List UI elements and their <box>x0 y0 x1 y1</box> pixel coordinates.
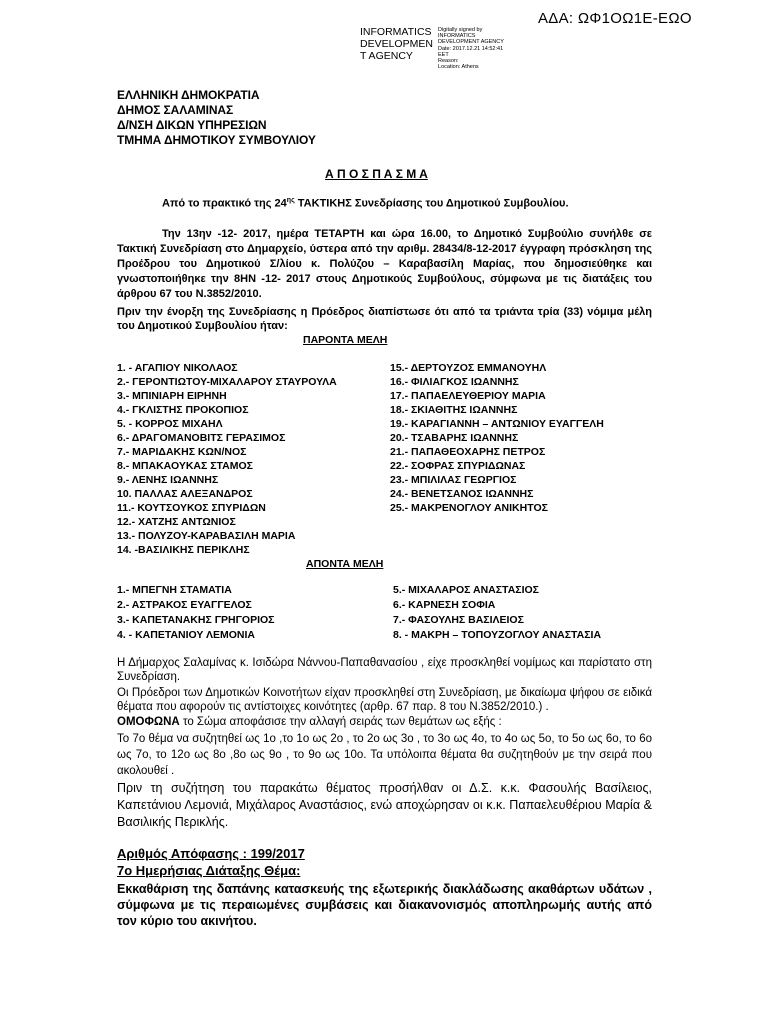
digital-signature <box>360 26 540 70</box>
header-department: ΤΜΗΜΑ ΔΗΜΟΤΙΚΟΥ ΣΥΜΒΟΥΛΙΟΥ <box>117 133 316 147</box>
signature-detail: Location: Athens <box>438 64 479 71</box>
meeting-paragraph: Την 13ην -12- 2017, ημέρα ΤΕΤΑΡΤΗ και ώρα 16.00, το Δημοτικό Συμβούλιο συνήλθε σε Τακτική Συνεδρίαση στο Δημαρχείο, ύστερα από την αριθμ. 28434/8-12-2017 έγγραφη πρόσκληση της Προέδρου του Δημοτικού Σ/λίου κ. Πολύζου – Καραβασίλη Μαρίας, που δημοσιεύθηκε και γνωστοποιήθηκε την 8ΗΝ -12- 2017 στους Δημοτικούς Συμβούλους, σύμφωνα με τις διατάξεις του άρθρου 67 του Ν.3852/2010. <box>117 228 652 300</box>
order-change-text: το Σώμα αποφάσισε την αλλαγή σειράς των θεμάτων ως εξής : <box>179 716 502 728</box>
ada-code: ΑΔΑ: ΩΦ1ΟΩ1Ε-ΕΩΟ <box>538 10 692 27</box>
list-item: 1.- ΜΠΕΓΝΗ ΣΤΑΜΑΤΙΑ <box>117 584 232 596</box>
list-item: 7.- ΜΑΡΙΔΑΚΗΣ ΚΩΝ/ΝΟΣ <box>117 446 247 458</box>
list-item: 3.- ΚΑΠΕΤΑΝΑΚΗΣ ΓΡΗΓΟΡΙΟΣ <box>117 614 275 626</box>
signature-detail: Digitally signed by <box>438 27 483 33</box>
list-item: 10. ΠΑΛΛΑΣ ΑΛΕΞΑΝΔΡΟΣ <box>117 488 253 500</box>
list-item: 17.- ΠΑΠΑΕΛΕΥΘΕΡΙΟΥ ΜΑΡΙΑ <box>390 390 546 402</box>
signature-org-line1: INFORMATICS <box>360 26 432 38</box>
list-item: 20.- ΤΣΑΒΑΡΗΣ ΙΩΑΝΝΗΣ <box>390 432 519 444</box>
intro-pre: Από το πρακτικό της 24 <box>162 197 287 210</box>
list-item: 25.- ΜΑΚΡΕΝΟΓΛΟΥ ΑΝΙΚΗΤΟΣ <box>390 502 548 514</box>
unanimous-label: ΟΜΟΦΩΝΑ <box>117 716 180 728</box>
list-item: 8.- ΜΠΑΚΑΟΥΚΑΣ ΣΤΑΜΟΣ <box>117 460 253 472</box>
mayor-paragraph: Η Δήμαρχος Σαλαμίνας κ. Ισιδώρα Νάννου-Παπαθανασίου , είχε προσκληθεί νομίμως και παρίστατο στη Συνεδρίαση. <box>117 657 652 683</box>
list-item: 11.- ΚΟΥΤΣΟΥΚΟΣ ΣΠΥΡΙΔΩΝ <box>117 502 266 514</box>
list-item: 6.- ΔΡΑΓΟΜΑΝΟΒΙΤΣ ΓΕΡΑΣΙΜΟΣ <box>117 432 286 444</box>
list-item: 1. - ΑΓΑΠΙΟΥ ΝΙΚΟΛΑΟΣ <box>117 362 238 374</box>
list-item: 16.- ΦΙΛΙΑΓΚΟΣ ΙΩΑΝΝΗΣ <box>390 376 519 388</box>
community-presidents-paragraph: Οι Πρόεδροι των Δημοτικών Κοινοτήτων είχαν προσκληθεί στη Συνεδρίαση, με δικαίωμα ψήφου σε ειδικά θέματα που αφορούν τις αντίστοιχες κοινότητες (αρθρ. 67 παρ. 8 του Ν.3852/2010.) . <box>117 687 652 713</box>
list-item: 4.- ΓΚΛΙΣΤΗΣ ΠΡΟΚΟΠΙΟΣ <box>117 404 249 416</box>
absent-left-list <box>117 584 274 644</box>
list-item: 23.- ΜΠΙΛΙΛΑΣ ΓΕΩΡΓΙΟΣ <box>390 474 517 486</box>
quorum-paragraph: Πριν την ένορξη της Συνεδρίασης η Πρόεδρος διαπίστωσε ότι από τα τριάντα τρία (33) νόμιμα μέλη του Δημοτικού Συμβουλίου ήταν: <box>117 306 652 332</box>
present-right-list <box>390 362 604 516</box>
attendance-change-paragraph: Πριν τη συζήτηση του παρακάτω θέματος προσήλθαν οι Δ.Σ. κ.κ. Φασουλής Βασίλειος, Καπετάνιου Λεμονιά, Μιχάλαρος Αναστάσιος, ενώ αποχώρησαν οι κ.κ. Παπαελευθέριου Μαρία & Βασιλικής Περικλής. <box>117 781 652 829</box>
signature-detail: Date: 2017.12.21 14:52:41 <box>438 45 504 52</box>
intro-post: ΤΑΚΤΙΚΗΣ Συνεδρίασης του Δημοτικού Συμβουλίου. <box>294 197 569 210</box>
page-title: Α Π Ο Σ Π Α Σ Μ Α <box>325 167 428 181</box>
list-item: 22.- ΣΟΦΡΑΣ ΣΠΥΡΙΔΩΝΑΣ <box>390 460 526 472</box>
header-municipality: ΔΗΜΟΣ ΣΑΛΑΜΙΝΑΣ <box>117 103 234 117</box>
signature-detail: EET <box>438 51 449 58</box>
header-country: ΕΛΛΗΝΙΚΗ ΔΗΜΟΚΡΑΤΙΑ <box>117 88 260 102</box>
order-details-paragraph: Το 7ο θέμα να συζητηθεί ως 1ο ,το 1ο ως 2ο , το 2ο ως 3ο , το 3ο ως 4ο, το 4ο ως 5ο, το 5ο ως 6ο, το 6ο ως 7ο, το 12ο ως 8ο ,8ο ως 9ο , το 9ο ως 10ο. Τα υπόλοιπα θέματα θα συζητηθούν με την σειρά που ακολουθεί . <box>117 733 652 777</box>
present-left-list <box>117 362 337 558</box>
list-item: 7.- ΦΑΣΟΥΛΗΣ ΒΑΣΙΛΕΙΟΣ <box>393 614 524 626</box>
list-item: 3.- ΜΠΙΝΙΑΡΗ ΕΙΡΗΝΗ <box>117 390 227 402</box>
absent-heading: ΑΠΟΝΤΑ ΜΕΛΗ <box>306 558 384 570</box>
signature-detail: INFORMATICS <box>438 33 476 40</box>
list-item: 2.- ΑΣΤΡΑΚΟΣ ΕΥΑΓΓΕΛΟΣ <box>117 599 252 611</box>
decision-subject: Εκκαθάριση της δαπάνης κατασκευής της εξωτερικής διακλάδωσης ακαθάρτων υδάτων , σύμφωνα με τις περαιωμένες συμβάσεις και διακανονισμός αποπληρωμής αυτής από τον κύριο του ακινήτου. <box>117 882 652 928</box>
absent-right-list <box>393 584 601 644</box>
list-item: 5.- ΜΙΧΑΛΑΡΟΣ ΑΝΑΣΤΑΣΙΟΣ <box>393 584 539 596</box>
list-item: 19.- ΚΑΡΑΓΙΑΝΝΗ – ΑΝΤΩΝΙΟΥ ΕΥΑΓΓΕΛΗ <box>390 418 604 430</box>
list-item: 15.- ΔΕΡΤΟΥΖΟΣ ΕΜΜΑΝΟΥΗΛ <box>390 362 547 374</box>
list-item: 8. - ΜΑΚΡΗ – ΤΟΠΟΥΖΟΓΛΟΥ ΑΝΑΣΤΑΣΙΑ <box>393 629 602 641</box>
list-item: 6.- ΚΑΡΝΕΣΗ ΣΟΦΙΑ <box>393 599 496 611</box>
signature-details <box>438 27 504 70</box>
list-item: 21.- ΠΑΠΑΘΕΟΧΑΡΗΣ ΠΕΤΡΟΣ <box>390 446 546 458</box>
decision-number: Αριθμός Απόφασης : 199/2017 <box>117 846 305 861</box>
list-item: 5. - ΚΟΡΡΟΣ ΜΙΧΑΗΛ <box>117 418 223 430</box>
list-item: 14. -ΒΑΣΙΛΙΚΗΣ ΠΕΡΙΚΛΗΣ <box>117 544 250 556</box>
order-change-line <box>117 716 502 728</box>
signature-detail: DEVELOPMENT AGENCY <box>438 39 504 46</box>
intro-line <box>162 197 569 210</box>
signature-org-line3: T AGENCY <box>360 50 413 62</box>
signature-detail: Reason: <box>438 58 459 65</box>
list-item: 4. - ΚΑΠΕΤΑΝΙΟΥ ΛΕΜΟΝΙΑ <box>117 629 255 641</box>
list-item: 18.- ΣΚΙΑΘΙΤΗΣ ΙΩΑΝΝΗΣ <box>390 404 518 416</box>
signature-org-line2: DEVELOPMEN <box>360 38 433 50</box>
agenda-item-label: 7ο Ημερήσιας Διάταξης Θέμα: <box>117 863 301 878</box>
list-item: 12.- ΧΑΤΖΗΣ ΑΝΤΩΝΙΟΣ <box>117 516 236 528</box>
header-directorate: Δ/ΝΣΗ ΔΙΚΩΝ ΥΠΗΡΕΣΙΩΝ <box>117 118 267 132</box>
list-item: 2.- ΓΕΡΟΝΤΙΩΤΟΥ-ΜΙΧΑΛΑΡΟΥ ΣΤΑΥΡΟΥΛΑ <box>117 376 337 388</box>
list-item: 9.- ΛΕΝΗΣ ΙΩΑΝΝΗΣ <box>117 474 219 486</box>
intro-sup: ης <box>286 197 295 204</box>
list-item: 13.- ΠΟΛΥΖΟΥ-ΚΑΡΑΒΑΣΙΛΗ ΜΑΡΙΑ <box>117 530 296 542</box>
list-item: 24.- ΒΕΝΕΤΣΑΝΟΣ ΙΩΑΝΝΗΣ <box>390 488 534 500</box>
present-heading: ΠΑΡΟΝΤΑ ΜΕΛΗ <box>303 334 388 346</box>
letterhead <box>117 88 316 148</box>
